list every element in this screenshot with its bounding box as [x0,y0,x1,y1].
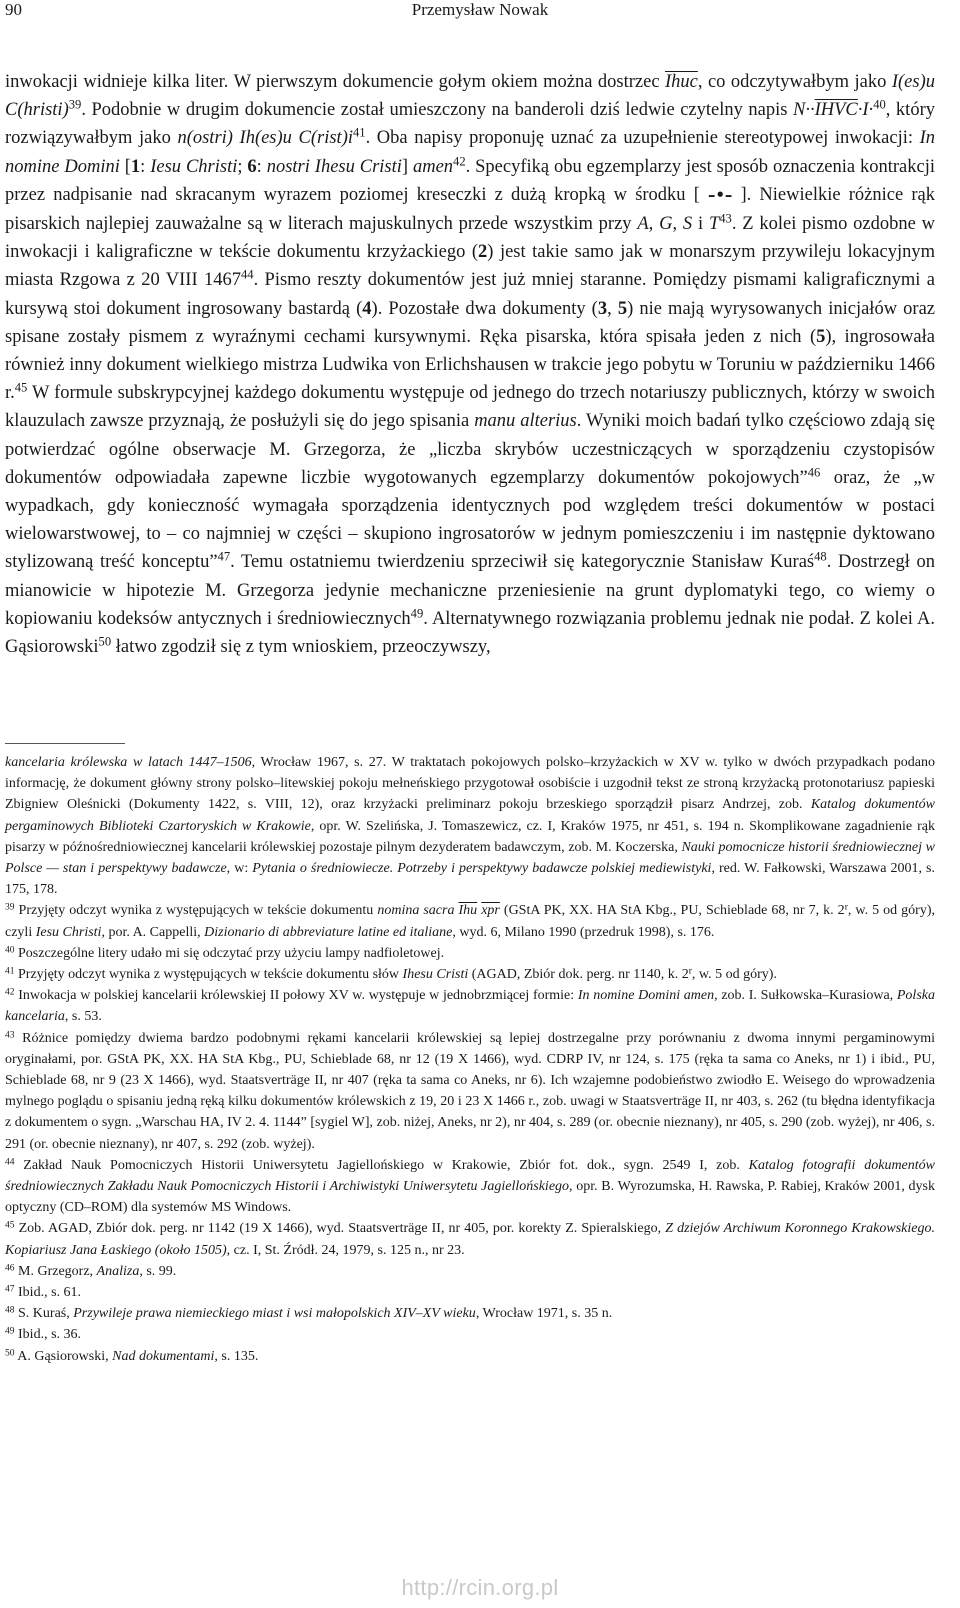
footnote-43: $^{43}$ Różnice pomiędzy dwiema bardzo podobnymi rękami kancelarii królewskiej są lepiej dostrzegalne przy porównaniu z dwoma innymi pergaminowymi oryginałami, por. GStA PK, XX. HA StA Kbg., PU, Schieblade 68, nr 12 (19 X 1466), wyd. CDRP IV, nr 124, s. 175 (ręka ta sama co Aneks, nr 1) i ibid., PU, Schieblade 68, nr 9 (23 X 1466), wyd. Staatsverträge II, nr 407 (ręka ta sama co Aneks, nr 6). Ich wzajemne podobieństwo zwiodło E. Weisego do wprowadzenia mylnego poglądu o spisaniu jedną ręką kilku dokumentów królewskich z 19, 20 i 23 X 1466 r., zob. uwagi w Staatsverträge II, nr 403, s. 262 (tu błędna identyfikacja z dokumentem o sygn. „Warschau HA, IV 2. 4. 1144” [sygiel W], zob. niżej, Aneks, nr 2), nr 404, s. 289 (or. obecnie nieznany), nr 405, s. 290 (zob. wyżej), nr 406, s. 291 (or. obecnie nieznany), nr 407, s. 292 (zob. wyżej). [5,1029,935,1152]
footnote-39: $^{39}$ Przyjęty odczyt wynika z występujących w tekście dokumentu nomina sacra $\overline{Ihu}$ $\overline{xpr}$ (GStA PK, XX. HA StA Kbg., PU, Schieblade 68, nr 7, k. 2$^r$, w. 5 od góry), czyli Iesu Christi, por. A. Cappelli, Dizionario di abbreviature latine ed italiane, wyd. 6, Milano 1990 (przedruk 1998), s. 176. [5,902,935,940]
footnote-ref-43[interactable]: 43 [719,211,732,226]
footnote-ref-45[interactable]: 45 [14,380,28,395]
footnote-40: $^{40}$ Poszczególne litery udało mi się odczytać przy użyciu lampy nadfioletowej. [5,945,445,961]
footnote-44: $^{44}$ Zakład Nauk Pomocniczych Historii Uniwersytetu Jagiellońskiego w Krakowie, Zbiór fot. dok., sygn. 2549 I, zob. Katalog fotografii dokumentów średniowiecznych Zakładu Nauk Pomocniczych Historii i Archiwistyki Uniwersytetu Jagiellońskiego, opr. B. Wyrozumska, H. Rawska, P. Rabiej, Kraków 2001, dysk optyczny (CD–ROM) dla systemów MS Windows. [5,1157,935,1216]
footnote-number: 43 [5,1029,15,1040]
text-run: W formule subskrypcyjnej każdego dokumentu występuje od jednego do trzech notariuszy publicznych, którzy w swoich klauzulach zawsze przyznają, że posłużyli się do jego spisania [5,383,935,432]
text-run: ) jest takie samo jak w monarszym przywileju lokacyjnym miasta Rzgowa z 20 VIII 1467 [5,242,935,291]
doc-ref-5: 5 [816,326,826,347]
footnote-number: 48 [5,1305,15,1316]
footnote-ref-44[interactable]: 44 [240,268,254,283]
letter-g: G [659,214,673,235]
footnote-number: 42 [5,987,15,998]
main-body-text [5,68,935,661]
footnote-42: $^{42}$ Inwokacja w polskiej kancelarii królewskiej II połowy XV w. występuje w jednobrzmiącej formie: In nomine Domini amen, zob. I. Sułkowska–Kurasiowa, Polska kancelaria, s. 53. [5,987,935,1025]
watermark-url: http://rcin.org.pl [401,1575,559,1600]
text-run: . Oba napisy proponuję uznać za uzupełnienie stereotypowej inwokacji: [365,128,920,149]
inscription-i: ·I· [857,100,874,121]
footnote-number: 50 [5,1347,15,1358]
footnote-number: 49 [5,1326,15,1337]
text-run: , który rozwiązywałbym jako [5,100,935,149]
text-run: , [672,214,683,235]
text-run: : [140,156,151,177]
inscription-ihvc: IHVC [814,100,858,121]
page-number: 90 [5,0,22,19]
text-run: i [692,214,709,235]
footnote-number: 45 [5,1220,15,1231]
footnote-47: $^{47}$ Ibid., s. 61. [5,1284,82,1301]
text-run: oraz, że „w wypadkach, gdy konieczność wymagała sporządzenia identycznych pod względem treści dokumentów w postaci wielowarstwowej, to – co najmniej w części – skupiono ingrosatorów w jednym pomieszczeniu i im następnie dyktowano stylizowaną treść konceptu” [5,467,936,573]
expansion-nostri: n(ostri) Ih(es)u C(rist)i [177,128,353,149]
text-run: ) nie mają wyrysowanych inicjałów oraz spisane zostały pismem z wyraźnymi cechami kursywnymi. Ręka pisarska, która spisała jeden z nich ( [5,298,935,347]
text-run: , [648,214,660,235]
body-paragraph [5,68,935,661]
text-run: . Z kolei pismo ozdobne w inwokacji i kaligraficzne w tekście dokumentu krzyżackiego ( [5,214,936,263]
text-run: . Wyniki moich badań tylko częściowo zdają się potwierdzać ogólne obserwacje M. Grzegorza, że „liczba skrybów uczestniczących w sporządzeniu czystopisów dokumentów odpowiadała zapewne liczbie wygotowanych egzemplarzy dokumentów pokojowych” [5,411,936,488]
text-run: [ [119,156,131,177]
footnote-number: 46 [5,1263,15,1274]
text-run: . Alternatywnego rozwiązania problemu jednak nie podał. Z kolei A. Gąsiorowski [5,608,935,658]
footnote-38-continued: kancelaria królewska w latach 1447–1506, Wrocław 1967, s. 27. W traktatach pokojowych polsko–krzyżackich w XV w. tylko w dwóch przypadkach podano informację, że dokument główny strony polsko–litewskiej pokoju mełneńskiego przygotował osobiście i uzgodnił tekst ze stroną krzyżacką protonotariusz papieski Zbigniew Oleśnicki (Dokumenty 1422, s. VIII, 12), oraz krzyżacki preliminarz pokoju brzeskiego sporządził pisarz Andrzej, zob. Katalog dokumentów pergaminowych Biblioteki Czartoryskich w Krakowie, opr. W. Szelińska, J. Tomaszewicz, cz. I, Kraków 1975, nr 451, s. 194 n. Skomplikowane zagadnienie rąk pisarzy w późnośredniowiecznej kancelarii królewskiej pozostaje pilnym dezyderatem badawczym, zob. M. Koczerska, Nauki pomocnicze historii średniowiecznej w Polsce — stan i perspektywy badawcze, w: Pytania o średniowiecze. Potrzeby i perspektywy badawcze polskiej mediewistyki, red. W. Fałkowski, Warszawa 2001, s. 175, 178. [5,755,936,898]
footnote-number: 39 [5,902,15,913]
footnote-ref-40[interactable]: 40 [873,97,886,112]
letter-t: T [708,214,720,235]
footnote-ref-41[interactable]: 41 [353,126,366,141]
text-run: . Pismo reszty dokumentów jest już mniej staranne. Pomiędzy pismami kaligraficznymi a kursywą stoi dokument ingrosowany bastardą ( [5,270,935,319]
footnote-ref-50[interactable]: 50 [98,634,112,649]
latin-phrase: nostri Ihesu Cristi [266,156,402,177]
doc-ref-1: 1 [130,156,141,177]
latin-phrase: Iesu Christi [150,156,238,177]
footnote-ref-42[interactable]: 42 [453,154,466,169]
text-run: , [607,298,618,319]
footnote-ref-49[interactable]: 49 [410,606,424,621]
footnote-divider [5,743,125,744]
doc-ref-5: 5 [617,298,628,319]
text-run: : [256,156,267,177]
footnotes [5,752,935,1367]
abbreviation-ihuc: Ihuc [665,72,698,92]
footnote-ref-48[interactable]: 48 [814,550,827,565]
text-run: , co odczytywałbym jako [697,72,892,92]
footnote-number: 40 [5,945,15,956]
text-run: ; [237,156,248,177]
footnote-ref-39[interactable]: 39 [68,97,82,112]
doc-ref-4: 4 [362,298,372,319]
text-run: ]. Niewielkie różnice rąk pisarskich najlepiej zauważalne są w literach majuskulnych przede wszystkim przy [5,184,935,235]
footnote-number: 47 [5,1284,15,1295]
footnote-45: $^{45}$ Zob. AGAD, Zbiór dok. perg. nr 1142 (19 X 1466), wyd. Staatsverträge II, nr 405, por. korekty Z. Spieralskiego, Z dziejów Archiwum Koronnego Krakowskiego. Kopiariusz Jana Łaskiego (około 1505), cz. I, St. Źródł. 24, 1979, s. 125 n., nr 23. [5,1220,935,1258]
footnote-41: $^{41}$ Przyjęty odczyt wynika z występujących w tekście dokumentu słów Ihesu Cristi (AGAD, Zbiór dok. perg. nr 1140, k. 2$^r$, w. 5 od góry). [5,966,777,983]
doc-ref-3: 3 [597,298,608,319]
inscription-n: N·· [793,100,815,121]
latin-phrase: amen [412,156,454,177]
text-run: inwokacji widnieje kilka liter. W pierwszym dokumencie gołym okiem można dostrzec [5,72,665,92]
text-run: ), ingrosowała również inny dokument wielkiego mistrza Ludwika von Erlichshausen w trakcie jego pobytu w Toruniu w październiku 1466 r. [5,326,935,404]
latin-phrase: In nomine Domini [5,128,936,177]
doc-ref-2: 2 [478,242,488,263]
letter-s: S [682,214,693,235]
footnote-number: 44 [5,1157,15,1168]
contraction-mark-icon: –•– [708,186,733,204]
footnote-number: 41 [5,966,15,977]
footnote-50: $^{50}$ A. Gąsiorowski, Nad dokumentami, s. 135. [5,1347,259,1364]
footnote-46: $^{46}$ M. Grzegorz, Analiza, s. 99. [5,1263,177,1279]
footnote-ref-47[interactable]: 47 [217,550,231,565]
latin-phrase: manu alterius [474,411,577,432]
footnote-ref-46[interactable]: 46 [807,465,821,480]
doc-ref-6: 6 [247,156,257,177]
text-run: . Podobnie w drugim dokumencie został umieszczony na banderoli dziś ledwie czytelny napis [81,100,793,121]
text-run: . Specyfiką obu egzemplarzy jest sposób oznaczenia kontrakcji przez nadpisanie nad skracanym wyrazem poziomej kreseczki z dużą kropką w środku [ [5,156,936,205]
text-run: łatwo zgodził się z tym wnioskiem, przeoczywszy, [111,637,491,658]
footnote-49: $^{49}$ Ibid., s. 36. [5,1326,82,1343]
letter-a: A [637,214,649,235]
text-run: ). Pozostałe dwa dokumenty ( [371,298,598,319]
text-run: . Temu ostatniemu twierdzeniu sprzeciwił się kategorycznie Stanisław Kuraś [230,552,815,573]
text-run: ] [401,156,413,177]
expansion-iesu-christi: I(es)u C(hristi) [5,72,935,121]
footnote-48: $^{48}$ S. Kuraś, Przywileje prawa niemieckiego miast i wsi małopolskich XIV–XV wieku, Wrocław 1971, s. 35 n. [5,1305,613,1322]
running-head-author: Przemysław Nowak [411,0,549,19]
text-run: . Dostrzegł on mianowicie w hipotezie M. Grzegorza jedynie mechaniczne przeniesienie na grunt dyplomatyki tego, co wiemy o kopiowaniu kodeksów antycznych i średniowiecznych [5,552,935,629]
running-head [5,0,955,22]
